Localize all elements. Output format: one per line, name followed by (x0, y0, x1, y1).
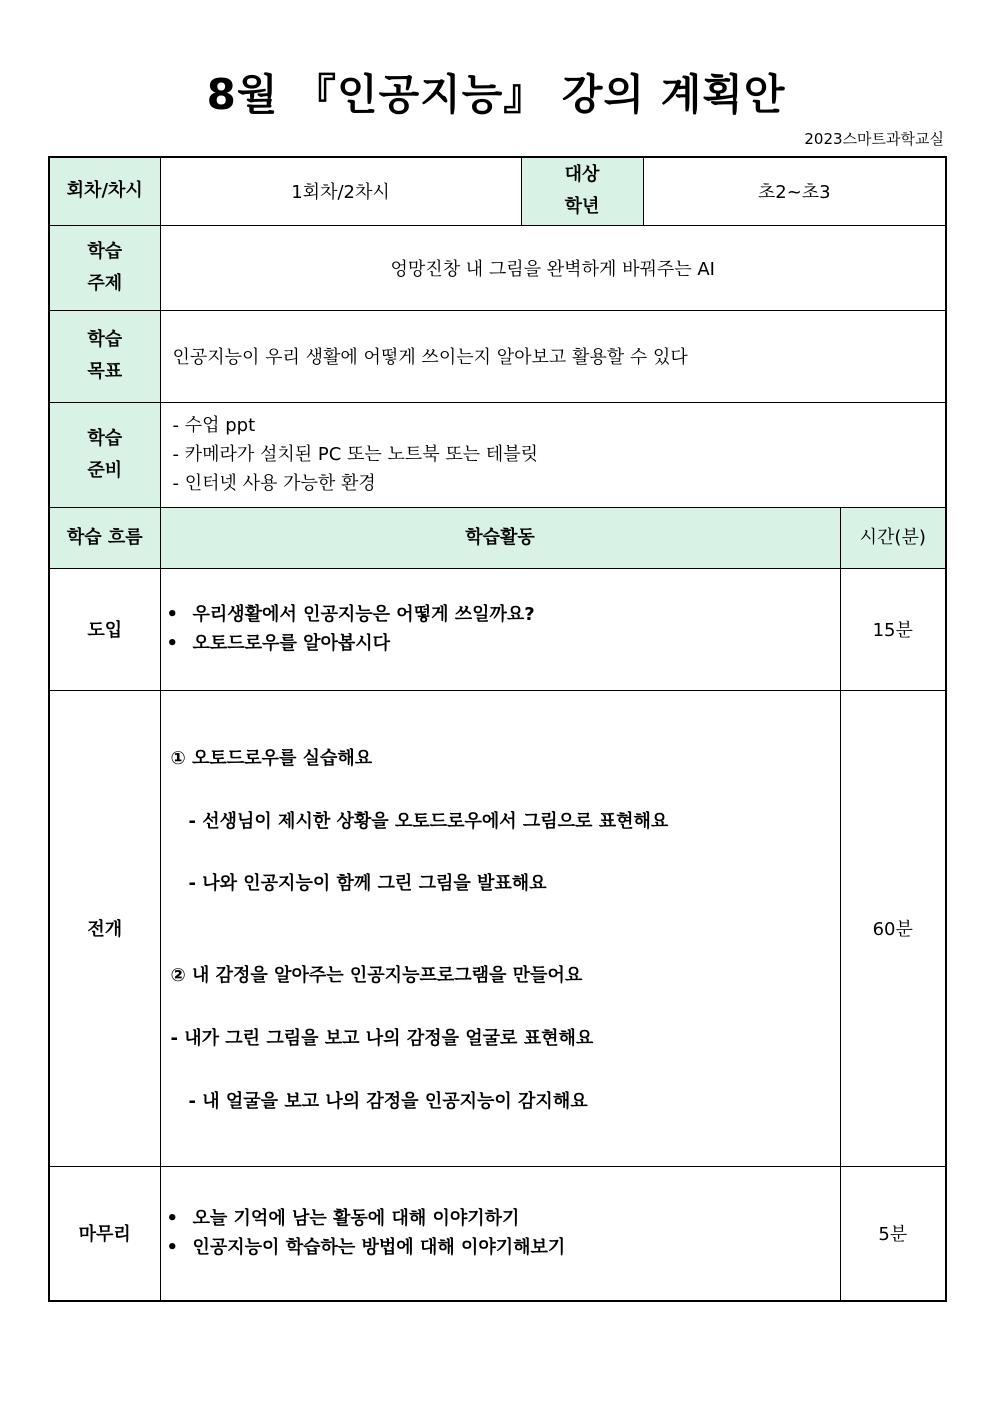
session-value: 1회차/2차시 (160, 157, 521, 225)
closing-row (49, 1166, 946, 1301)
goal-row (49, 310, 946, 402)
closing-stage: 마무리 (49, 1166, 160, 1301)
time-header: 시간(분) (840, 507, 946, 568)
goal-label: 학습 목표 (49, 310, 160, 402)
list-item: - 나와 인공지능이 함께 그린 그림을 발표해요 (188, 872, 547, 894)
flow-header-row (49, 507, 946, 568)
intro-time: 15분 (840, 568, 946, 690)
list-item: - 인터넷 사용 가능한 환경 (172, 473, 376, 494)
intro-row (49, 568, 946, 690)
lesson-plan-table (48, 156, 947, 1302)
intro-stage: 도입 (49, 568, 160, 690)
prep-row (49, 402, 946, 507)
prep-list (160, 402, 946, 507)
list-item: • 우리생활에서 인공지능은 어떻게 쓰일까요? (166, 604, 535, 625)
list-item: • 오토드로우를 알아봅시다 (166, 633, 391, 654)
list-item: • 오늘 기억에 남는 활동에 대해 이야기하기 (166, 1208, 520, 1230)
list-item: - 수업 ppt (172, 415, 256, 436)
topic-label: 학습 주제 (49, 225, 160, 310)
list-item: - 내 얼굴을 보고 나의 감정을 인공지능이 감지해요 (188, 1090, 588, 1112)
page-title: 8월 『인공지능』 강의 계획안 (206, 70, 786, 119)
stage-header: 학습 흐름 (49, 507, 160, 568)
list-item: - 카메라가 설치된 PC 또는 노트북 또는 테블릿 (172, 444, 539, 465)
list-item: ② 내 감정을 알아주는 인공지능프로그램을 만들어요 (170, 964, 583, 986)
target-label: 대상 학년 (521, 157, 643, 225)
activity-header: 학습활동 (160, 507, 840, 568)
list-item: - 선생님이 제시한 상황을 오토드로우에서 그림으로 표현해요 (188, 810, 669, 832)
development-time: 60분 (840, 690, 946, 1166)
intro-activities (160, 568, 840, 690)
session-row (49, 157, 946, 225)
prep-label: 학습 준비 (49, 402, 160, 507)
list-item: • 인공지능이 학습하는 방법에 대해 이야기해보기 (166, 1237, 566, 1259)
goal-value: 인공지능이 우리 생활에 어떻게 쓰이는지 알아보고 활용할 수 있다 (160, 310, 946, 402)
list-item: ① 오토드로우를 실습해요 (170, 747, 373, 769)
topic-row (49, 225, 946, 310)
development-row (49, 690, 946, 1166)
target-value: 초2~초3 (643, 157, 946, 225)
list-item: - 내가 그린 그림을 보고 나의 감정을 얼굴로 표현해요 (170, 1027, 594, 1049)
development-stage: 전개 (49, 690, 160, 1166)
development-activities (160, 690, 840, 1166)
organization-label: 2023스마트과학교실 (804, 130, 944, 148)
closing-activities (160, 1166, 840, 1301)
topic-value: 엉망진창 내 그림을 완벽하게 바꿔주는 AI (160, 225, 946, 310)
session-label: 회차/차시 (49, 157, 160, 225)
closing-time: 5분 (840, 1166, 946, 1301)
